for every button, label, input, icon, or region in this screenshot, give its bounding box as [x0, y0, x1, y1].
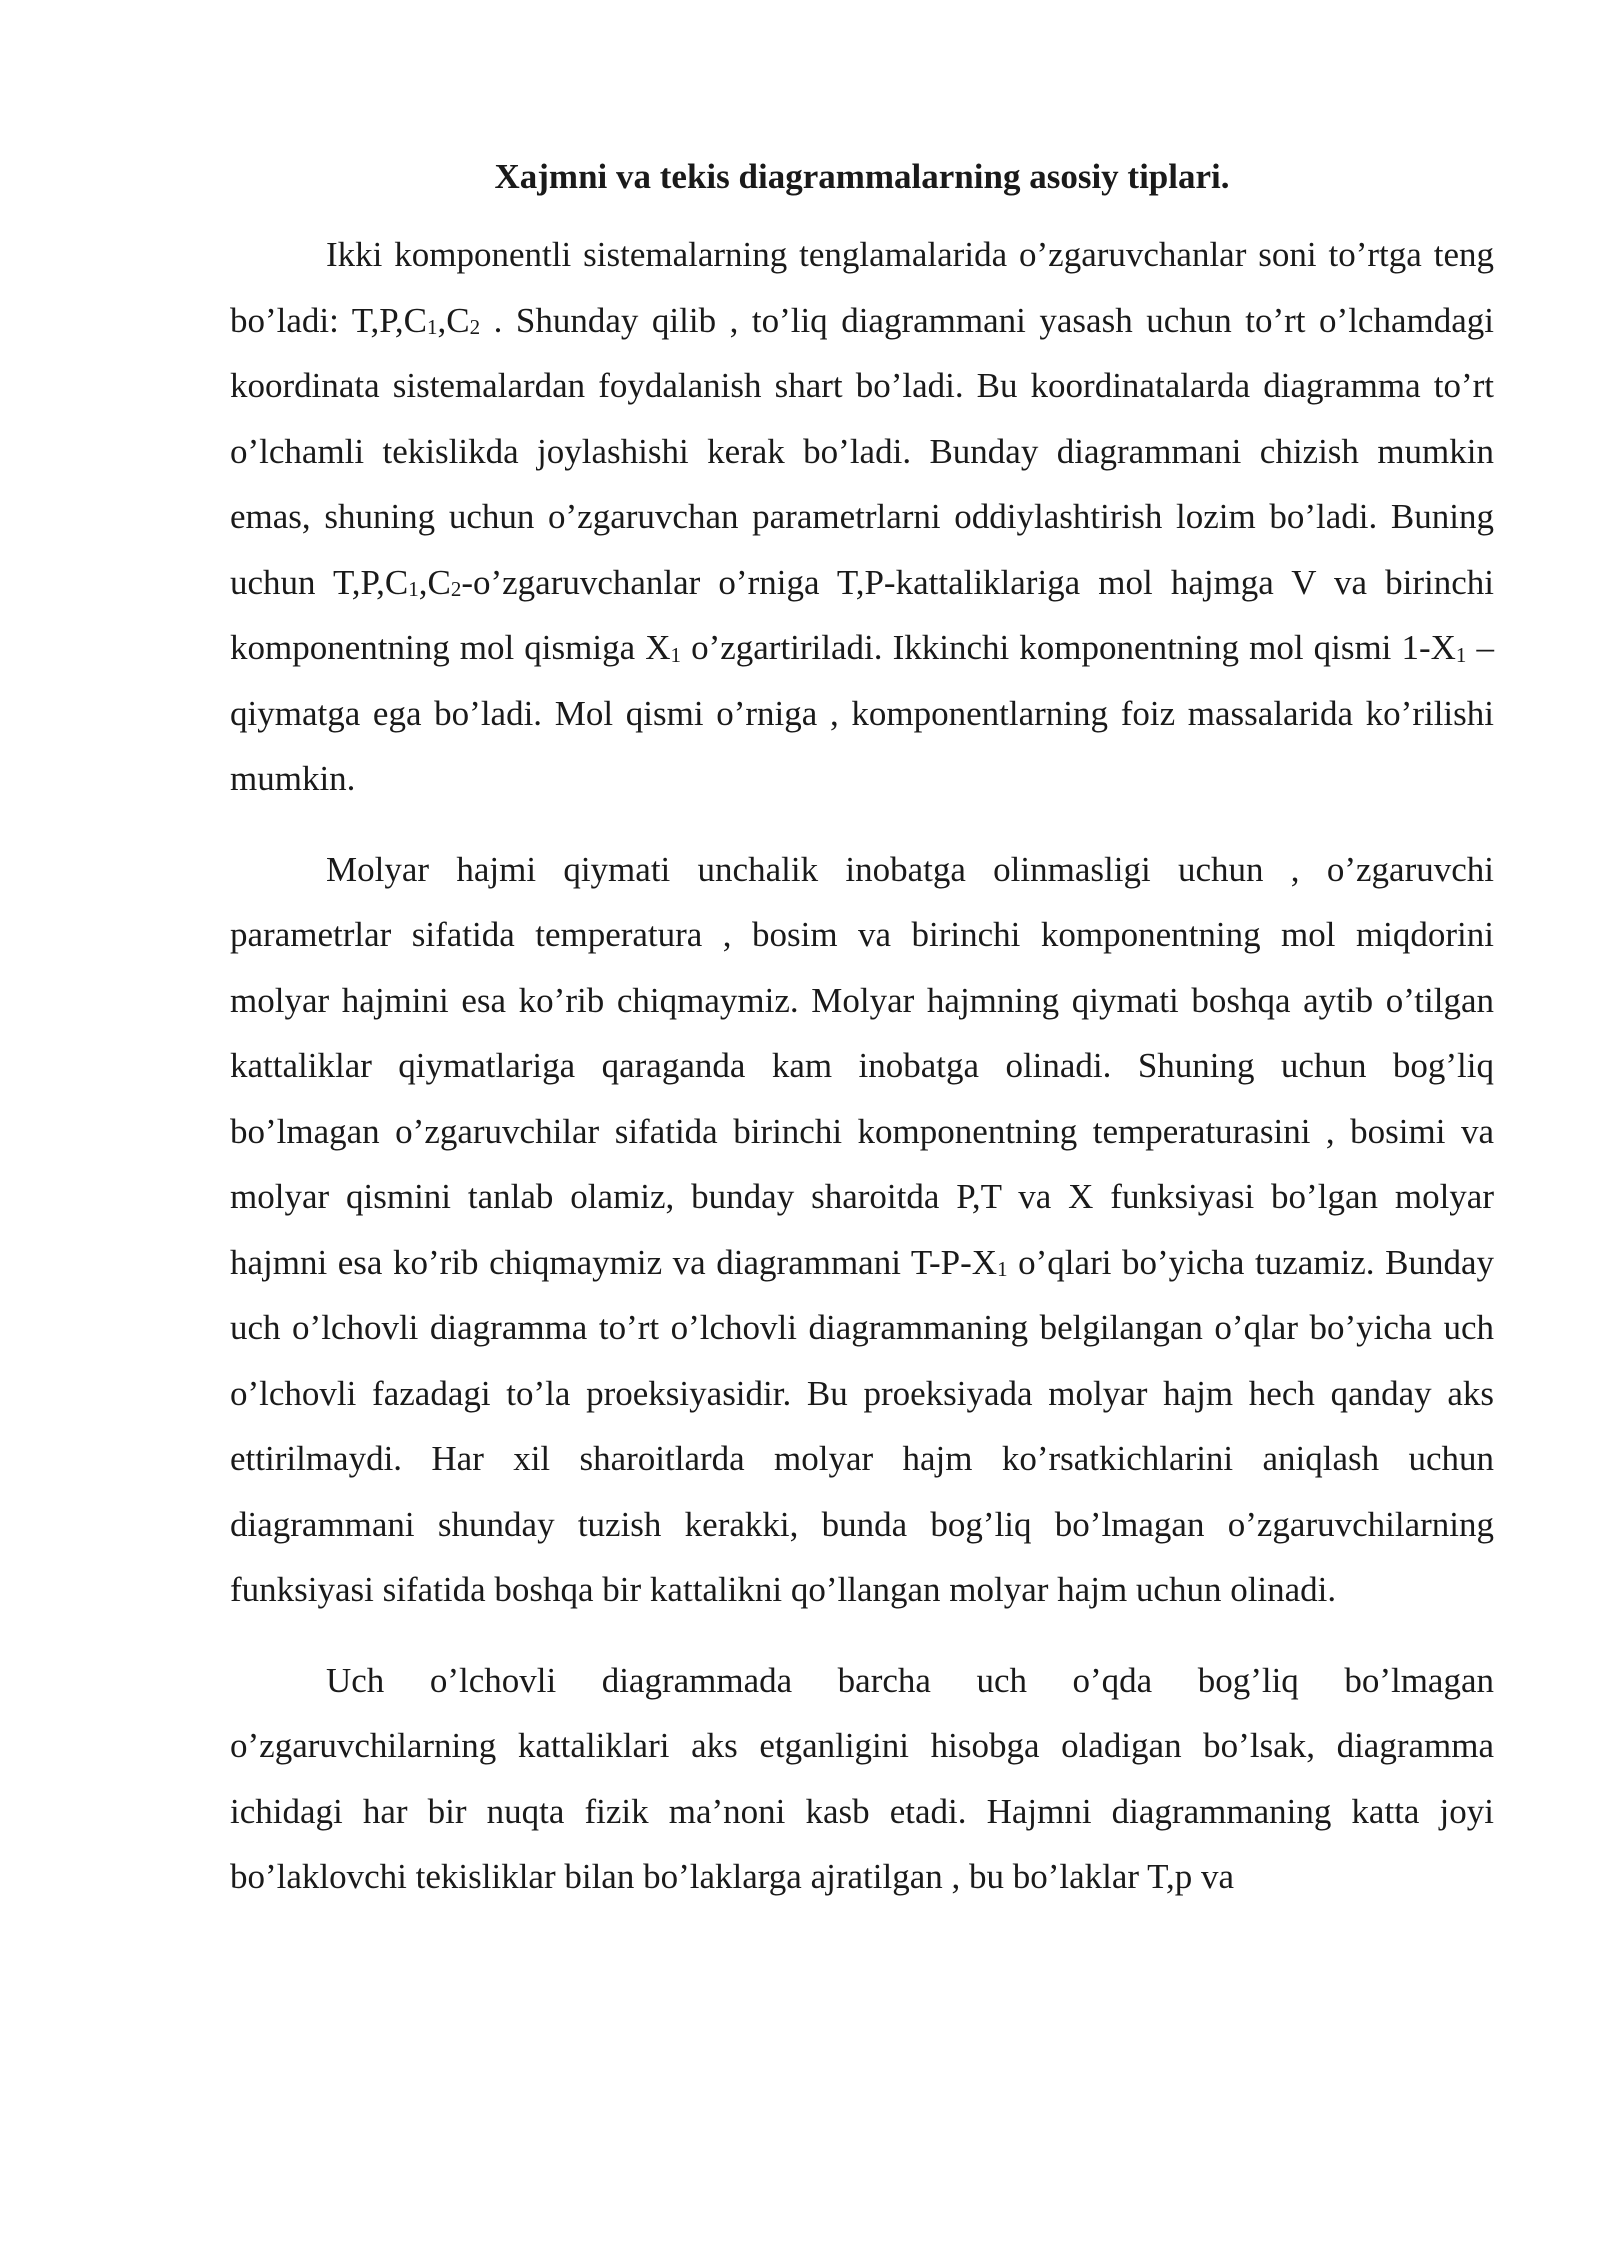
- text-run: Ikki komponentli sistemalarning tenglamalarida o’zgaruvchanlar soni to’rtga teng bo’ladi: T,P,C: [230, 235, 1494, 340]
- document-page: [230, 150, 1494, 1910]
- subscript: 1: [997, 1257, 1008, 1282]
- document-body: [230, 222, 1494, 1910]
- subscript: 1: [1455, 642, 1467, 667]
- subscript: 2: [469, 315, 481, 340]
- text-run: . Shunday qilib , to’liq diagrammani yasash uchun to’rt o’lchamdagi koordinata sistemalardan foydalanish shart bo’ladi. Bu koordinatalarda diagramma to’rt o’lchamli tekislikda joylashishi kerak bo’ladi. Bunday diagrammani chizish mumkin emas, shuning uchun o’zgaruvchan parametrlarni oddiylashtirish lozim bo’ladi. Buning uchun T,P,C: [230, 300, 1494, 602]
- subscript: 2: [450, 577, 462, 602]
- subscript: 1: [670, 642, 681, 667]
- text-run: Uch o’lchovli diagrammada barcha uch o’qda bog’liq bo’lmagan o’zgaruvchilarning kattaliklari aks etganligini hisobga oladigan bo’lsak, diagramma ichidagi har bir nuqta fizik ma’noni kasb etadi. Hajmni diagrammaning katta joyi bo’laklovchi tekisliklar bilan bo’laklarga ajratilgan , bu bo’laklar T,p va: [230, 1660, 1494, 1896]
- paragraph: [230, 222, 1494, 812]
- text-run: ,C: [437, 300, 470, 340]
- subscript: 1: [408, 577, 419, 602]
- text-run: o’zgartiriladi. Ikkinchi komponentning mol qismi 1-X: [681, 628, 1456, 667]
- text-run: –qiymatga ega bo’ladi. Mol qismi o’rniga , komponentlarning foiz massalarida ko’rilishi mumkin.: [230, 628, 1494, 798]
- text-run: ,C: [418, 562, 451, 602]
- subscript: 1: [426, 315, 438, 340]
- paragraph: [230, 837, 1494, 1623]
- document-title: Xajmni va tekis diagrammalarning asosiy tiplari.: [494, 157, 1230, 196]
- text-run: Molyar hajmi qiymati unchalik inobatga olinmasligi uchun , o’zgaruvchi parametrlar sifatida temperatura , bosim va birinchi komponentning mol miqdorini molyar hajmini esa ko’rib chiqmaymiz. Molyar hajmning qiymati boshqa aytib o’tilgan kattaliklar qiymatlariga qaraganda kam inobatga olinadi. Shuning uchun bog’liq bo’lmagan o’zgaruvchilar sifatida birinchi komponentning temperaturasini , bosimi va molyar qismini tanlab olamiz, bunday sharoitda P,T va X funksiyasi bo’lgan molyar hajmni esa ko’rib chiqmaymiz va diagrammani T-P-X: [230, 849, 1494, 1282]
- paragraph: [230, 1648, 1494, 1910]
- text-run: o’qlari bo’yicha tuzamiz. Bunday uch o’lchovli diagramma to’rt o’lchovli diagrammaning belgilangan o’qlar bo’yicha uch o’lchovli fazadagi to’la proeksiyasidir. Bu proeksiyada molyar hajm hech qanday aks ettirilmaydi. Har xil sharoitlarda molyar hajm ko’rsatkichlarini aniqlash uchun diagrammani shunday tuzish kerakki, bunda bog’liq bo’lmagan o’zgaruvchilarning funksiyasi sifatida boshqa bir kattalikni qo’llangan molyar hajm uchun olinadi.: [230, 1242, 1494, 1609]
- text-run: -o’zgaruvchanlar o’rniga T,P-kattaliklariga mol hajmga V va birinchi komponentning mol qismiga X: [230, 562, 1494, 667]
